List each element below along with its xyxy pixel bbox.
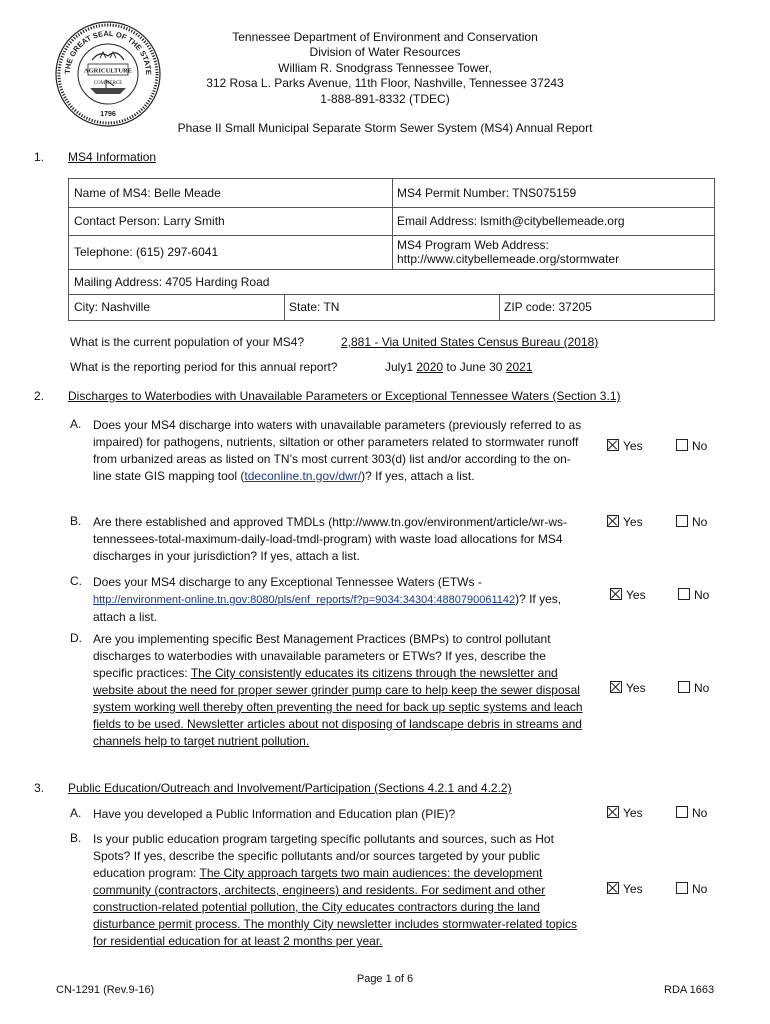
header-line-1: Tennessee Department of Environment and Conservation	[232, 30, 538, 44]
checkbox-icon[interactable]	[676, 439, 688, 451]
checkbox-icon[interactable]	[676, 515, 688, 527]
checkbox-icon[interactable]	[678, 588, 690, 600]
section-1-number: 1.	[34, 150, 45, 164]
question-2b-letter: B.	[70, 514, 82, 528]
ms4-name-field[interactable]: Name of MS4: Belle Meade	[74, 186, 221, 200]
question-3b-response[interactable]: The City approach targets two main audiences: the development community (contractors, architects, engineers) and residents. For sediment and other construction-related potential pollution, the City educates contractors during the land disturbance permit process. The monthly City newsletter includes stormwater-related topics for residential education for at least 2 months per year.	[93, 866, 577, 948]
checked-box-icon[interactable]	[607, 515, 619, 527]
question-2c-text: Does your MS4 discharge to any Exceptional Tennessee Waters (ETWs - http://environment-online.tn.gov:8080/pls/enf_reports/f?p=9034:34304:4880790061142)? If yes, attach a list.	[93, 575, 562, 624]
telephone-field[interactable]: Telephone: (615) 297-6041	[74, 245, 219, 259]
period-end: to June 30	[446, 360, 503, 374]
seal-agriculture: AGRICULTURE	[83, 67, 133, 75]
email-field[interactable]: Email Address: lsmith@citybellemeade.org	[397, 214, 625, 228]
question-3b-no[interactable]: No	[676, 882, 707, 896]
question-2c-yes[interactable]: Yes	[610, 588, 646, 602]
question-3a-letter: A.	[70, 806, 82, 820]
header-line-4: 312 Rosa L. Parks Avenue, 11th Floor, Nashville, Tennessee 37243	[206, 76, 564, 91]
section-2-title: Discharges to Waterbodies with Unavailable Parameters or Exceptional Tennessee Waters (Section 3.1)	[68, 389, 621, 403]
question-2a-text: Does your MS4 discharge into waters with unavailable parameters (previously referred to as impaired) for pathogens, nutrients, siltation or other parameters related to stormwater runoff from urbanized areas as listed on TN’s most current 303(d) list and/or according to the on-line state GIS mapping tool (tdeconline.tn.gov/dwr/)? If yes, attach a list.	[93, 418, 582, 483]
checked-box-icon[interactable]	[610, 588, 622, 600]
header-line-5: 1-888-891-8332 (TDEC)	[320, 91, 450, 106]
tennessee-state-seal	[54, 20, 162, 128]
web-address-field[interactable]	[392, 235, 714, 269]
period-start: July1	[385, 360, 414, 374]
seal-commerce: COMMERCE	[93, 81, 123, 86]
section-1-title: MS4 Information	[68, 150, 157, 164]
checkbox-icon[interactable]	[676, 806, 688, 818]
web-address-label: MS4 Program Web Address:	[397, 238, 549, 252]
question-2d-text: Are you implementing specific Best Management Practices (BMPs) to control pollutant discharges to waterbodies with unavailable parameters or ETWs? If yes, describe the specific practices: The City consistently educates its citizens through the newsletter and website about the need for proper sewer grinder pump care to help keep the sewer disposal system working well thereby often preventing the need for back up septic systems and leach fields to be used. Newsletter articles about not disposing of landscape debris in streams and channels help to target nutrient pollution.	[93, 632, 583, 748]
question-2d-yes[interactable]: Yes	[610, 681, 646, 695]
question-3a-text: Have you developed a Public Information and Education plan (PIE)?	[93, 807, 456, 821]
question-3a-yes[interactable]: Yes	[607, 806, 643, 820]
question-2a-letter: A.	[70, 417, 82, 431]
question-2b-no[interactable]: No	[676, 515, 707, 529]
section-3-number: 3.	[34, 781, 45, 795]
question-3b-yes[interactable]: Yes	[607, 882, 643, 896]
question-3b-text: Is your public education program targeting specific pollutants and sources, such as Hot Spots? If yes, describe the specific pollutants and/or sources targeted by your public education program: The City approach targets two main audiences: the development community (contractors, architects, engineers) and residents. For sediment and other construction-related potential pollution, the City educates contractors during the land disturbance permit process. The monthly City newsletter includes stormwater-related topics for residential education for at least 2 months per year.	[93, 832, 577, 948]
gis-mapping-link[interactable]: tdeconline.tn.gov/dwr/	[244, 469, 362, 483]
mailing-address-field[interactable]: Mailing Address: 4705 Harding Road	[74, 274, 270, 289]
period-question: What is the reporting period for this annual report?	[70, 360, 338, 374]
question-2d-letter: D.	[70, 631, 82, 645]
agency-header	[180, 30, 590, 107]
question-2a-yes[interactable]: Yes	[607, 439, 643, 453]
question-3a-no[interactable]: No	[676, 806, 707, 820]
question-2b-text: Are there established and approved TMDLs (http://www.tn.gov/environment/article/wr-ws-tennessees-total-maximum-daily-load-tmdl-program) with waste load allocations for MS4 discharges in your jurisdiction? If yes, attach a list.	[93, 515, 567, 563]
rda-number: RDA 1663	[664, 984, 715, 996]
section-3-title: Public Education/Outreach and Involvement/Participation (Sections 4.2.1 and 4.2.2)	[68, 781, 512, 795]
period-start-year: 2020	[416, 360, 444, 374]
population-question: What is the current population of your MS4?	[70, 335, 305, 349]
checked-box-icon[interactable]	[610, 681, 622, 693]
report-title: Phase II Small Municipal Separate Storm Sewer System (MS4) Annual Report	[177, 121, 593, 135]
question-2d-response[interactable]: The City consistently educates its citizens through the newsletter and website about the need for proper sewer grinder pump care to help keep the sewer disposal system working well thereby often preventing the need for back up septic systems and leach fields to be used. Newsletter articles about not disposing of landscape debris in streams and channels help to target nutrient pollution.	[93, 666, 583, 748]
period-end-year: 2021	[505, 360, 533, 374]
state-field[interactable]: State: TN	[289, 300, 340, 314]
page-number: Page 1 of 6	[356, 973, 414, 985]
header-line-3: William R. Snodgrass Tennessee Tower,	[278, 60, 492, 75]
question-3b-letter: B.	[70, 831, 82, 845]
header-line-2: Division of Water Resources	[309, 45, 461, 60]
zip-field[interactable]: ZIP code: 37205	[504, 300, 592, 314]
period-answer[interactable]	[385, 360, 533, 374]
checkbox-icon[interactable]	[678, 681, 690, 693]
etw-reports-link[interactable]: http://environment-online.tn.gov:8080/pls/enf_reports/f?p=9034:34304:4880790061142	[93, 594, 516, 606]
question-2d-no[interactable]: No	[678, 681, 709, 695]
checked-box-icon[interactable]	[607, 806, 619, 818]
seal-text: THE GREAT SEAL OF THE STATE	[62, 28, 154, 76]
question-2c-letter: C.	[70, 574, 82, 588]
form-id: CN-1291 (Rev.9-16)	[56, 984, 155, 996]
seal-year: 1796	[100, 111, 116, 118]
checked-box-icon[interactable]	[607, 439, 619, 451]
permit-number-field[interactable]: MS4 Permit Number: TNS075159	[397, 186, 577, 200]
section-2-number: 2.	[34, 389, 45, 403]
ms4-info-table	[68, 178, 715, 321]
question-2a-no[interactable]: No	[676, 439, 707, 453]
question-2b-yes[interactable]: Yes	[607, 515, 643, 529]
checked-box-icon[interactable]	[607, 882, 619, 894]
checkbox-icon[interactable]	[676, 882, 688, 894]
population-answer[interactable]: 2,881 - Via United States Census Bureau (2018)	[341, 335, 599, 349]
city-field[interactable]: City: Nashville	[74, 300, 151, 314]
question-2c-no[interactable]: No	[678, 588, 709, 602]
web-address-url: http://www.citybellemeade.org/stormwater	[397, 252, 620, 266]
contact-person-field[interactable]: Contact Person: Larry Smith	[74, 214, 225, 228]
